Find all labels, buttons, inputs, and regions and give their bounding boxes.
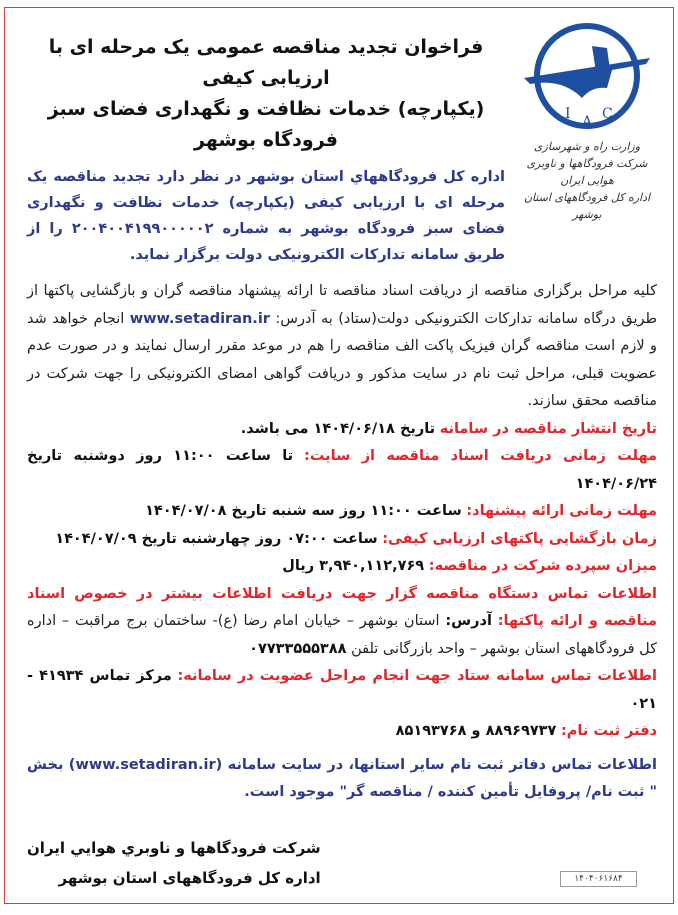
seta-label: اطلاعات تماس سامانه ستاد جهت انجام مراحل عضویت در سامانه: — [177, 668, 657, 684]
address-label: آدرس: — [445, 613, 492, 629]
row-value: تاریخ ۱۴۰۴/۰۶/۱۸ می باشد. — [240, 420, 436, 437]
seta-contact-row — [27, 663, 657, 718]
seta-center: مرکز تماس ۴۱۹۳۴ - ۰۲۱ — [27, 668, 657, 712]
row-value: ساعت ۰۷:۰۰ روز چهارشنبه تاریخ ۱۴۰۴/۰۷/۰۹ — [55, 530, 378, 547]
procedure-text: کلیه مراحل برگزاری مناقصه از دریافت اسناد مناقصه تا ارائه پیشنهاد مناقصه گران و بازگشایی پاکتها از طریق درگاه سامانه تدارکات الکترونیکی دولت(ستاد) به آدرس: — [27, 283, 658, 327]
company-line: شرکت فرودگاهها و ناوبری هوایی ایران — [526, 157, 648, 187]
setadiran-link[interactable]: www.setadiran.ir — [129, 310, 270, 327]
phone-number: ۰۷۷۳۳۵۵۵۳۸۸ — [249, 640, 347, 657]
row-label: تاریخ انتشار مناقصه در سامانه — [439, 420, 657, 437]
title-line: (یکپارچه) خدمات نظافت و نگهداری فضای سبز فرودگاه بوشهر — [47, 98, 485, 151]
row-label: میزان سپرده شرکت در مناقصه: — [428, 558, 657, 574]
row-value: ۳,۹۴۰,۱۱۲,۷۶۹ ریال — [282, 558, 425, 574]
notice-header — [27, 18, 657, 268]
svg-text:C: C — [602, 106, 613, 122]
notice-footer — [27, 833, 657, 893]
ad-code: ۱۴۰۴۰۶۱۶۸۴ — [560, 871, 637, 887]
header-text — [27, 18, 505, 268]
registration-office-row — [27, 718, 657, 746]
row-value: ساعت ۱۱:۰۰ روز سه شنبه تاریخ ۱۴۰۴/۰۷/۰۸ — [145, 503, 462, 519]
signature — [27, 833, 321, 893]
svg-text:I: I — [565, 106, 571, 122]
office-phones: ۸۸۹۶۹۷۳۷ و ۸۵۱۹۳۷۶۸ — [395, 723, 557, 739]
department-line: اداره کل فرودگاههای استان بوشهر — [523, 191, 651, 221]
row-label: زمان بازگشایی پاکتهای ارزیابی کیفی: — [382, 530, 657, 547]
bid-deadline-row — [27, 498, 657, 526]
procedure-paragraph — [27, 278, 657, 416]
publish-date-row — [27, 416, 657, 444]
doc-deadline-row — [27, 443, 657, 498]
contact-heading: اطلاعات تماس دستگاه مناقصه گزار جهت دریافت اطلاعات بیشتر در خصوص اسناد مناقصه و ارائه پاکتها: — [27, 585, 658, 629]
signature-company: شرکت فرودگاهها و ناوبري هوایي ایران — [27, 838, 321, 857]
row-label: مهلت زمانی ارائه پیشنهاد: — [466, 503, 657, 519]
title-line: فراخوان تجدید مناقصه عمومی یک مرحله ای با ارزیابی کیفی — [48, 36, 484, 89]
office-label: دفتر ثبت نام: — [561, 723, 657, 739]
notice-body — [27, 278, 657, 807]
opening-time-row — [27, 526, 657, 554]
ministry-line: وزارت راه و شهرسازی — [533, 140, 641, 153]
address-text: استان بوشهر – خیابان امام رضا (ع)- ساختمان برج مراقبت – اداره کل فرودگاههای استان بوشهر – واحد بازرگانی تلفن — [27, 613, 657, 657]
row-value: تا ساعت ۱۱:۰۰ روز دوشنبه تاریخ ۱۴۰۴/۰۶/۲۴ — [27, 448, 657, 492]
other-provinces-note: اطلاعات تماس دفاتر ثبت نام سایر استانها، در سایت سامانه (www.setadiran.ir) بخش " ثبت نام/ پروفایل تأمین کننده / مناقصه گر" موجود است. — [27, 756, 657, 800]
page-title — [27, 32, 505, 156]
deposit-row — [27, 553, 657, 581]
procedure-text: انجام خواهد شد و لازم است مناقصه گران فیزیک پاکت الف مناقصه را هم در موعد مقرر ارسال نمایند و در صورت عدم عضویت قبلی، مراحل ثبت نام در سایت مذکور و دریافت گواهی امضای الکترونیکی را جهت شرکت در مناقصه محقق سازند. — [27, 310, 657, 409]
svg-text:A: A — [582, 114, 593, 130]
contact-row — [27, 581, 657, 664]
row-label: مهلت زمانی دریافت اسناد مناقصه از سایت: — [304, 448, 658, 464]
notice-border — [4, 7, 674, 904]
iac-logo — [517, 18, 657, 223]
intro-paragraph: اداره کل فرودگاههاي استان بوشهر در نظر دارد تجدید مناقصه یک مرحله ای با ارزیابی کیفی (یکپارچه) خدمات نظافت و نگهداری فضای سبز فرودگاه بوشهر به شماره ۲۰۰۴۰۰۴۱۹۹۰۰۰۰۰۲ را از طریق سامانه تدارکات الکترونیکی دولت برگزار نماید. — [27, 169, 505, 263]
iac-emblem-icon — [522, 18, 652, 138]
signature-department: اداره کل فرودگاههای استان بوشهر — [58, 868, 321, 887]
